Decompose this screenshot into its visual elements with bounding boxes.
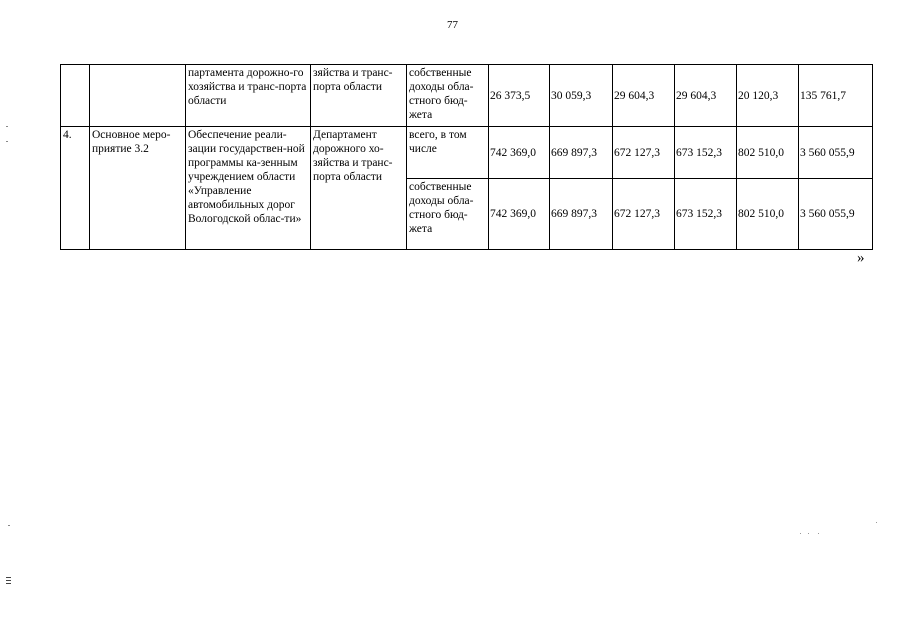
cell-name [90,65,186,127]
cell-value: 669 897,3 [550,127,613,179]
page-number: 77 [447,19,458,31]
cell-value: 672 127,3 [613,179,675,250]
cell-executor: зяйства и транс-порта области [311,65,407,127]
cell-value: 3 560 055,9 [799,127,873,179]
cell-number: 4. [61,127,90,250]
budget-table [60,64,873,250]
cell-description: Обеспечение реали-зации государствен-ной программы ка-зенным учреждением области «Управление автомобильных дорог Вологодской облас-ти» [186,127,311,250]
closing-quote: » [857,250,865,266]
cell-value: 742 369,0 [489,179,550,250]
cell-value: 20 120,3 [737,65,799,127]
cell-value: 29 604,3 [675,65,737,127]
cell-value: 26 373,5 [489,65,550,127]
cell-number [61,65,90,127]
cell-value: 672 127,3 [613,127,675,179]
cell-value: 135 761,7 [799,65,873,127]
cell-value: 669 897,3 [550,179,613,250]
cell-value: 673 152,3 [675,127,737,179]
cell-value: 29 604,3 [613,65,675,127]
cell-funding-source: всего, в том числе [407,127,489,179]
cell-funding-source: собственные доходы обла-стного бюд-жета [407,179,489,250]
cell-value: 802 510,0 [737,179,799,250]
table-row-main [61,127,873,179]
cell-value: 30 059,3 [550,65,613,127]
cell-value: 673 152,3 [675,179,737,250]
table-row-continuation [61,65,873,127]
cell-description: партамента дорожно-го хозяйства и транс-порта области [186,65,311,127]
cell-value: 802 510,0 [737,127,799,179]
cell-name: Основное меро-приятие 3.2 [90,127,186,250]
cell-funding-source: собственные доходы обла-стного бюд-жета [407,65,489,127]
cell-executor: Департамент дорожного хо-зяйства и транс-порта области [311,127,407,250]
cell-value: 742 369,0 [489,127,550,179]
cell-value: 3 560 055,9 [799,179,873,250]
